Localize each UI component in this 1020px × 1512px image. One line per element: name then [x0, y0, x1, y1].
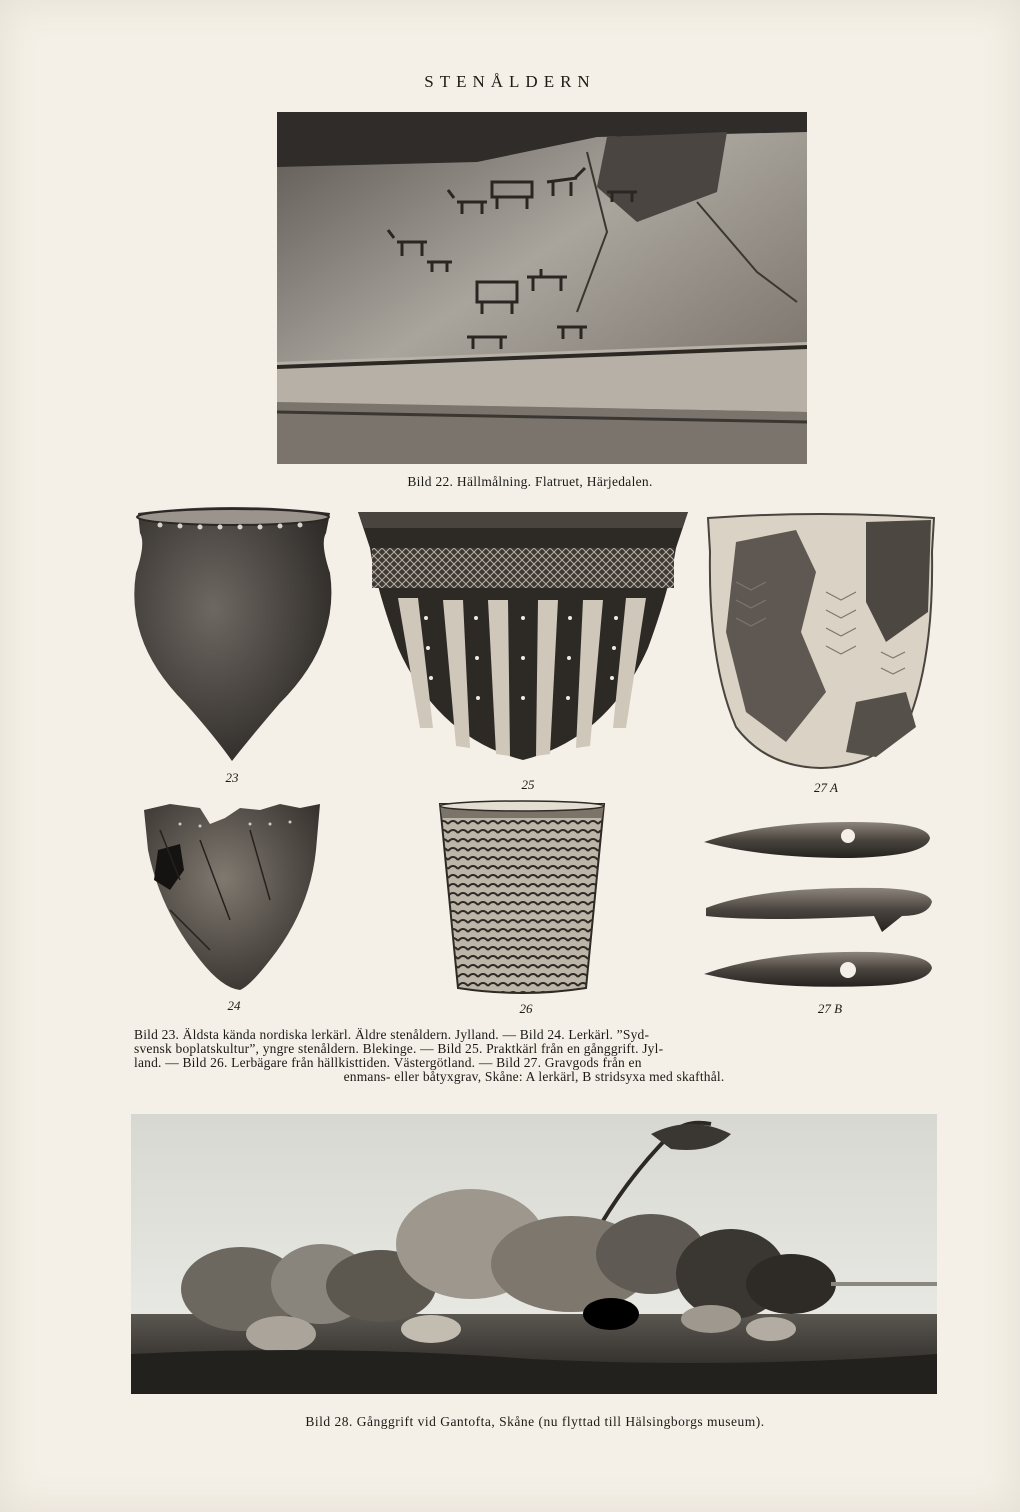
fig-number-25: 25 [521, 777, 535, 792]
bild23-27-caption [134, 1028, 934, 1084]
bild28-caption: Bild 28. Gånggrift vid Gantofta, Skåne (nu flyttad till Hälsingborgs museum). [305, 1414, 765, 1429]
axe-27b-image [702, 816, 934, 1000]
pot-24-image [140, 800, 322, 992]
caption-line-2: svensk boplatskultur”, yngre stenåldern. Blekinge. — Bild 25. Praktkärl från en gånggrift. Jyl- [134, 1041, 664, 1056]
fig-number-27b: 27 B [817, 1001, 843, 1016]
pot-25-image [358, 508, 688, 768]
bild22-caption: Bild 22. Hällmålning. Flatruet, Härjedalen. [407, 474, 653, 489]
fig-number-27a: 27 A [814, 780, 838, 795]
fig-number-24: 24 [227, 998, 241, 1013]
caption-line-1: Bild 23. Äldsta kända nordiska lerkärl. Äldre stenåldern. Jylland. — Bild 24. Lerkärl. ”Syd- [134, 1027, 650, 1042]
pot-23-image [130, 503, 335, 763]
fig-number-26: 26 [519, 1001, 533, 1016]
passage-grave-photo [131, 1114, 937, 1394]
pot-26-image [438, 800, 606, 998]
caption-line-4: enmans- eller båtyxgrav, Skåne: A lerkärl, B stridsyxa med skafthål. [343, 1069, 725, 1084]
pot-27a-image [706, 512, 936, 770]
caption-line-3: land. — Bild 26. Lerbägare från hällkisttiden. Västergötland. — Bild 27. Gravgods från en [134, 1055, 642, 1070]
page-header: STENÅLDERN [424, 72, 596, 91]
fig-number-23: 23 [225, 770, 239, 785]
rock-painting-photo [277, 112, 807, 464]
